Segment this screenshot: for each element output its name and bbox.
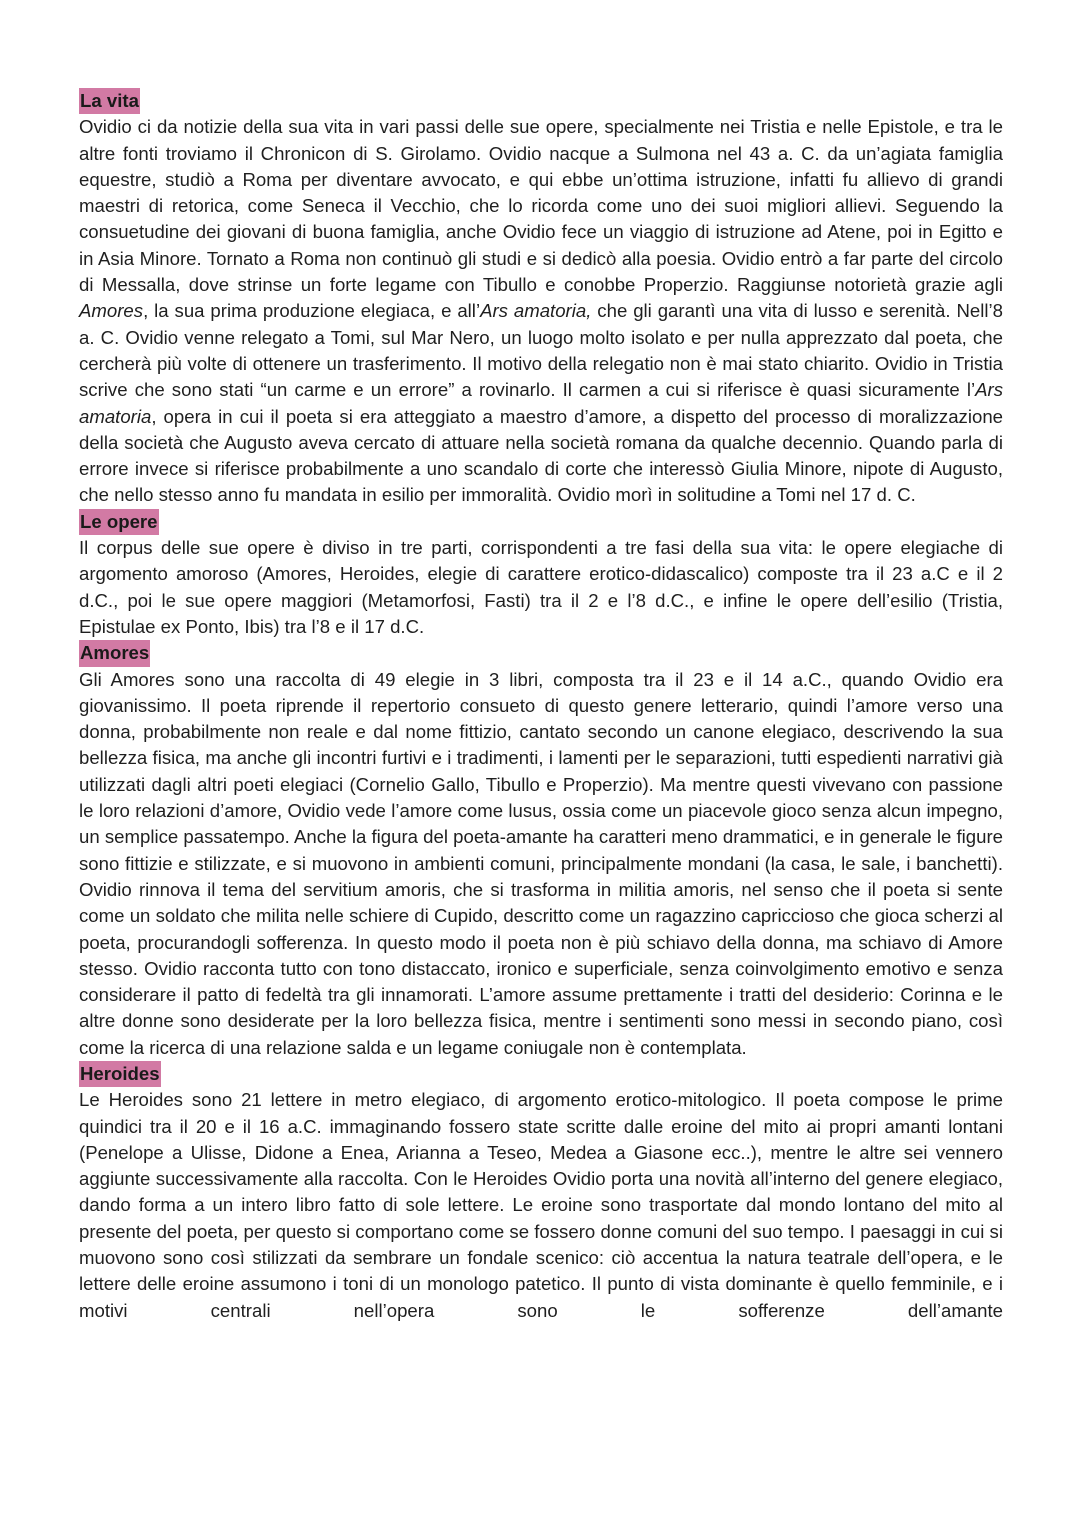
section-paragraph <box>79 667 1003 1061</box>
text-run: Il corpus delle sue opere è diviso in tre parti, corrispondenti a tre fasi della sua vita: le opere elegiache di argomento amoroso (Amores, Heroides, elegie di carattere erotico-didascalico) composte tra il 23 a.C e il 2 d.C., poi le sue opere maggiori (Metamorfosi, Fasti) tra il 2 e l’8 d.C., e infine le opere dell’esilio (Tristia, Epistulae ex Ponto, Ibis) tra l’8 e il 17 d.C. <box>79 537 1003 637</box>
text-run: Le Heroides sono 21 lettere in metro elegiaco, di argomento erotico-mitologico. Il poeta compose le prime quindici tra il 20 e il 16 a.C. immaginando fossero state scritte dalle eroine del mito ai propri amanti lontani (Penelope a Ulisse, Didone a Enea, Arianna a Teseo, Medea a Giasone ecc..), mentre le altre sei vennero aggiunte successivamente alla raccolta. Con le Heroides Ovidio porta una novità all’interno del genere elegiaco, dando forma a un intero libro fatto di sole lettere. Le eroine sono trasportate dal mondo lontano del mito al presente del poeta, per questo si comportano come se fossero donne comuni del suo tempo. I paesaggi in cui si muovono sono così stilizzati da sembrare un fondale scenico: ciò accentua la natura teatrale dell’opera, e le lettere delle eroine assumono i toni di un monologo patetico. Il punto di vista dominante è quello femminile, e i motivi centrali nell’opera sono le sofferenze dell’amante <box>79 1089 1003 1321</box>
text-run: Gli Amores sono una raccolta di 49 elegie in 3 libri, composta tra il 23 e il 14 a.C., quando Ovidio era giovanissimo. Il poeta riprende il repertorio consueto di questo genere letterario, quindi l’amore verso una donna, probabilmente non reale e dal nome fittizio, cantato secondo un canone elegiaco, descrivendo la sua bellezza fisica, ma anche gli incontri furtivi e i tradimenti, i lamenti per le separazioni, tutti espedienti narrativi già utilizzati dagli altri poeti elegiaci (Cornelio Gallo, Tibullo e Properzio). Ma mentre questi vivevano con passione le loro relazioni d’amore, Ovidio vede l’amore come lusus, ossia come un piacevole gioco senza alcun impegno, un semplice passatempo. Anche la figura del poeta-amante ha caratteri meno drammatici, e in generale le figure sono fittizie e stilizzate, e si muovono in ambienti comuni, principalmente mondani (la casa, le sale, i banchetti). Ovidio rinnova il tema del servitium amoris, che si trasforma in militia amoris, nel senso che il poeta si sente come un soldato che milita nelle schiere di Cupido, descritto come un ragazzino capriccioso che gioca scherzi al poeta, procurandogli sofferenza. In questo modo il poeta non è più schiavo della donna, ma schiavo di Amore stesso. Ovidio racconta tutto con tono distaccato, ironico e superficiale, senza coinvolgimento emotivo e senza considerare il patto di fedeltà tra gli innamorati. L’amore assume prettamente i tratti del desiderio: Corinna e le altre donne sono desiderate per la loro bellezza fisica, mentre i sentimenti sono messi in secondo piano, così come la ricerca di una relazione salda e un legame coniugale non è contemplata. <box>79 668 1004 1058</box>
section-heading: Heroides <box>79 1061 161 1087</box>
section-amores <box>79 640 1003 1061</box>
section-heading: Amores <box>79 640 150 666</box>
section-paragraph <box>79 535 1003 640</box>
document-page <box>79 88 1003 1324</box>
section-paragraph <box>79 1087 1003 1324</box>
text-run-italic: Ars amatoria <box>79 379 1003 427</box>
text-run: Ovidio ci da notizie della sua vita in vari passi delle sue opere, specialmente nei Tristia e nelle Epistole, e tra le altre fonti troviamo il Chronicon di S. Girolamo. Ovidio nacque a Sulmona nel 43 a. C. da un’agiata famiglia equestre, studiò a Roma per diventare avvocato, e qui ebbe un’ottima istruzione, infatti fu allievo di grandi maestri di retorica, come Seneca il Vecchio, che lo ricorda come uno dei suoi migliori allievi. Seguendo la consuetudine dei giovani di buona famiglia, anche Ovidio fece un viaggio di istruzione ad Atene, poi in Egitto e in Asia Minore. Tornato a Roma non continuò gli studi e si dedicò alla poesia. Ovidio entrò a far parte del circolo di Messalla, dove strinse un forte legame con Tibullo e conobbe Properzio. Raggiunse notorietà grazie agli <box>79 116 1003 296</box>
text-run: , opera in cui il poeta si era atteggiato a maestro d’amore, a dispetto del processo di moralizzazione della società che Augusto aveva cercato di attuare nella società romana da qualche decennio. Quando parla di errore invece si riferisce probabilmente a uno scandalo di corte che interessò Giulia Minore, nipote di Augusto, che nello stesso anno fu mandata in esilio per immoralità. Ovidio morì in solitudine a Tomi nel 17 d. C. <box>79 405 1003 506</box>
section-heading: La vita <box>79 88 140 114</box>
section-la-vita <box>79 88 1003 509</box>
section-paragraph <box>79 114 1003 508</box>
text-run: che gli garantì una vita di lusso e serenità. Nell’8 a. C. Ovidio venne relegato a Tomi, sul Mar Nero, un luogo molto isolato e per nulla apprezzato dal poeta, che cercherà più volte di ottenere un trasferimento. Il motivo della relegatio non è mai stato chiarito. Ovidio in Tristia scrive che sono stati “un carme e un errore” a rovinarlo. Il carmen a cui si riferisce è quasi sicuramente l’ <box>79 300 1003 401</box>
section-heroides <box>79 1061 1003 1324</box>
section-heading: Le opere <box>79 509 159 535</box>
section-le-opere <box>79 509 1003 640</box>
text-run-italic: Ars amatoria, <box>480 300 592 322</box>
text-run-italic: Amores <box>79 300 144 322</box>
text-run: , la sua prima produzione elegiaca, e all’ <box>143 300 481 322</box>
